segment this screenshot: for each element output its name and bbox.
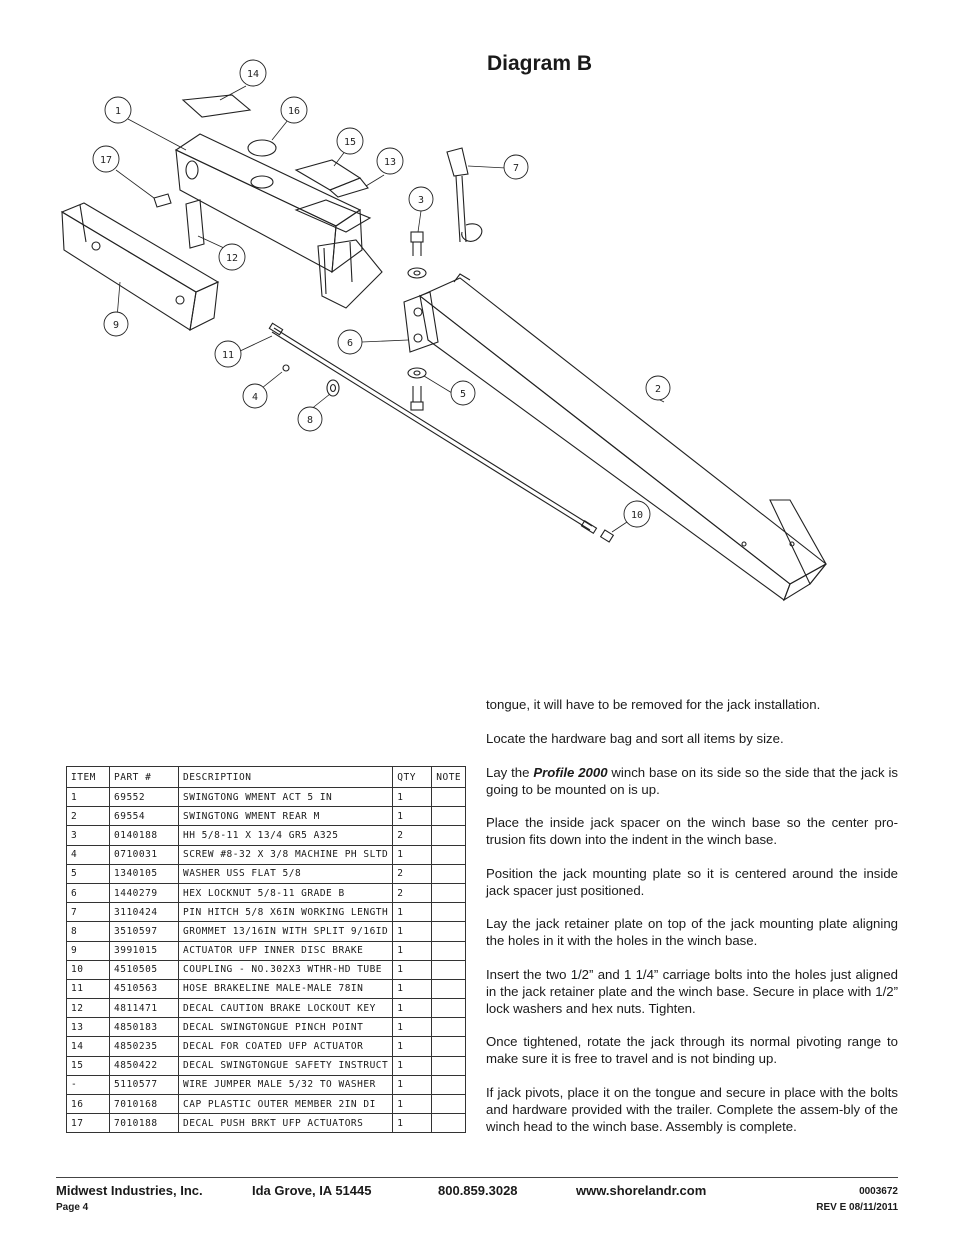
callout-3-label: 3 — [417, 195, 425, 206]
cell-description: GROMMET 13/16IN WITH SPLIT 9/16ID — [179, 922, 393, 941]
cell-item: 16 — [67, 1095, 110, 1114]
table-row — [67, 826, 466, 845]
cell-item: 17 — [67, 1114, 110, 1133]
cell-note — [432, 1075, 466, 1094]
cell-item: 3 — [67, 826, 110, 845]
table-row — [67, 864, 466, 883]
callout-13-label: 13 — [383, 157, 397, 168]
parts-table-header-row — [67, 767, 466, 788]
cell-description: WASHER USS FLAT 5/8 — [179, 864, 393, 883]
instruction-paragraph: Lay the jack retainer plate on top of the jack mounting plate aligning the holes in it with the holes in the winch base. — [486, 916, 898, 948]
callout-10-label: 10 — [630, 510, 644, 521]
cell-note — [432, 979, 466, 998]
header-part-number: PART # — [110, 767, 179, 788]
cell-qty: 1 — [393, 960, 432, 979]
cell-qty: 1 — [393, 941, 432, 960]
callout-14-label: 14 — [246, 69, 260, 80]
cell-note — [432, 1056, 466, 1075]
cell-part-number: 0710031 — [110, 845, 179, 864]
cell-qty: 1 — [393, 1075, 432, 1094]
table-row — [67, 903, 466, 922]
table-row — [67, 845, 466, 864]
product-name: Profile 2000 — [533, 764, 608, 780]
table-row — [67, 922, 466, 941]
cell-qty: 2 — [393, 864, 432, 883]
cell-note — [432, 1018, 466, 1037]
cell-note — [432, 788, 466, 807]
table-row — [67, 807, 466, 826]
header-item: ITEM — [67, 767, 110, 788]
cell-description: DECAL SWINGTONGUE SAFETY INSTRUCT — [179, 1056, 393, 1075]
table-row — [67, 1114, 466, 1133]
cell-qty: 2 — [393, 826, 432, 845]
cell-part-number: 4850422 — [110, 1056, 179, 1075]
parts-table-body — [67, 788, 466, 1133]
cell-description: DECAL SWINGTONGUE PINCH POINT — [179, 1018, 393, 1037]
cell-description: DECAL FOR COATED UFP ACTUATOR — [179, 1037, 393, 1056]
cell-qty: 1 — [393, 788, 432, 807]
cell-description: ACTUATOR UFP INNER DISC BRAKE — [179, 941, 393, 960]
brake-hose-11 — [269, 323, 596, 533]
footer-website[interactable]: www.shorelandr.com — [576, 1183, 707, 1198]
footer-city: Ida Grove, IA 51445 — [252, 1183, 372, 1198]
footer-company: Midwest Industries, Inc. — [56, 1183, 203, 1198]
cell-part-number: 7010188 — [110, 1114, 179, 1133]
cell-description: PIN HITCH 5/8 X6IN WORKING LENGTH — [179, 903, 393, 922]
footer-revision: REV E 08/11/2011 — [816, 1202, 898, 1213]
cell-part-number: 3991015 — [110, 941, 179, 960]
cell-description: WIRE JUMPER MALE 5/32 TO WASHER — [179, 1075, 393, 1094]
parts-list-table — [66, 766, 466, 1133]
callout-17-label: 17 — [99, 155, 113, 166]
grommet-8-shape — [327, 380, 339, 396]
callout-2-label: 2 — [654, 384, 662, 395]
screw-4-shape — [283, 365, 289, 371]
instruction-paragraph: If jack pivots, place it on the tongue and secure in place with the bolts and hardware provided with the trailer. Complete the assem-bly of the winch head to the winch base. Assembly is complete. — [486, 1084, 898, 1134]
assembly-instructions — [486, 696, 898, 1151]
cell-description: SWINGTONG WMENT ACT 5 IN — [179, 788, 393, 807]
cell-part-number: 1440279 — [110, 883, 179, 902]
cell-note — [432, 1114, 466, 1133]
cell-description: DECAL CAUTION BRAKE LOCKOUT KEY — [179, 999, 393, 1018]
cell-qty: 1 — [393, 845, 432, 864]
bolt-3 — [411, 232, 423, 256]
cell-item: 7 — [67, 903, 110, 922]
instruction-text: Lay the — [486, 764, 534, 780]
cell-item: - — [67, 1075, 110, 1094]
cell-item: 6 — [67, 883, 110, 902]
decal-14-shape — [183, 95, 250, 117]
footer-page-number: Page 4 — [56, 1202, 89, 1213]
decal-12-shape — [186, 200, 204, 248]
table-row — [67, 883, 466, 902]
cell-part-number: 3110424 — [110, 903, 179, 922]
callout-1-label: 1 — [114, 106, 122, 117]
cell-item: 2 — [67, 807, 110, 826]
cell-qty: 1 — [393, 1095, 432, 1114]
callout-12-label: 12 — [225, 253, 239, 264]
footer-divider — [56, 1177, 898, 1178]
diagram-title: Diagram B — [487, 52, 593, 75]
cell-part-number: 4811471 — [110, 999, 179, 1018]
callout-11-label: 11 — [221, 350, 235, 361]
header-qty: QTY — [393, 767, 432, 788]
cell-item: 4 — [67, 845, 110, 864]
cell-note — [432, 922, 466, 941]
table-row — [67, 1095, 466, 1114]
cell-part-number: 4850183 — [110, 1018, 179, 1037]
cell-part-number: 69554 — [110, 807, 179, 826]
washer-5-bottom — [408, 368, 426, 378]
cell-qty: 2 — [393, 883, 432, 902]
cell-description: SWINGTONG WMENT REAR M — [179, 807, 393, 826]
cell-item: 10 — [67, 960, 110, 979]
instruction-paragraph: Locate the hardware bag and sort all items by size. — [486, 731, 784, 746]
cell-qty: 1 — [393, 1018, 432, 1037]
cell-item: 8 — [67, 922, 110, 941]
cell-description: DECAL PUSH BRKT UFP ACTUATORS — [179, 1114, 393, 1133]
cell-part-number: 5110577 — [110, 1075, 179, 1094]
decal-17-shape — [154, 194, 171, 207]
table-row — [67, 1056, 466, 1075]
cell-description: HOSE BRAKELINE MALE-MALE 78IN — [179, 979, 393, 998]
callout-15-label: 15 — [343, 137, 357, 148]
cell-note — [432, 883, 466, 902]
cell-qty: 1 — [393, 922, 432, 941]
swingtongue-weldment-1 — [176, 134, 382, 308]
decal-13-shape — [330, 178, 368, 197]
callout-7-label: 7 — [512, 163, 520, 174]
header-note: NOTE — [432, 767, 466, 788]
instruction-text: winch base on its side so the side that the jack is going to be mounted on is up. — [486, 764, 898, 797]
cell-note — [432, 1037, 466, 1056]
cell-qty: 1 — [393, 903, 432, 922]
cell-item: 9 — [67, 941, 110, 960]
decal-15-shape — [296, 160, 360, 190]
table-row — [67, 788, 466, 807]
cell-part-number: 7010168 — [110, 1095, 179, 1114]
table-row — [67, 941, 466, 960]
cell-part-number: 3510597 — [110, 922, 179, 941]
table-row — [67, 979, 466, 998]
cell-qty: 1 — [393, 999, 432, 1018]
callout-16-label: 16 — [287, 106, 301, 117]
coupling-10-shape — [601, 530, 614, 542]
cell-description: HH 5/8-11 X 13/4 GR5 A325 — [179, 826, 393, 845]
instruction-paragraph: Once tightened, rotate the jack through its normal pivoting range to make sure it is free to travel and is not binding up. — [486, 1034, 898, 1066]
cell-note — [432, 826, 466, 845]
bolt-3-lower — [411, 386, 423, 410]
actuator-9 — [62, 203, 218, 330]
cell-part-number: 0140188 — [110, 826, 179, 845]
table-row — [67, 1075, 466, 1094]
callout-9-label: 9 — [112, 320, 120, 331]
table-row — [67, 1037, 466, 1056]
pin-hitch-7 — [447, 148, 482, 242]
cell-note — [432, 864, 466, 883]
table-row — [67, 960, 466, 979]
instruction-paragraph: Place the inside jack spacer on the winch base so the center pro-trusion fits down into the indent in the winch base. — [486, 815, 898, 847]
callout-8-label: 8 — [306, 415, 314, 426]
swingtongue-rear-2 — [404, 274, 826, 600]
cell-description: CAP PLASTIC OUTER MEMBER 2IN DI — [179, 1095, 393, 1114]
cell-qty: 1 — [393, 1037, 432, 1056]
cell-item: 12 — [67, 999, 110, 1018]
cell-note — [432, 845, 466, 864]
cell-item: 14 — [67, 1037, 110, 1056]
callout-4-label: 4 — [251, 392, 259, 403]
cell-qty: 1 — [393, 979, 432, 998]
cell-part-number: 1340105 — [110, 864, 179, 883]
instruction-paragraph: Position the jack mounting plate so it is centered around the inside jack spacer just positioned. — [486, 865, 898, 898]
cell-qty: 1 — [393, 807, 432, 826]
table-row — [67, 999, 466, 1018]
table-row — [67, 1018, 466, 1037]
cell-item: 5 — [67, 864, 110, 883]
cell-note — [432, 807, 466, 826]
cell-qty: 1 — [393, 1056, 432, 1075]
footer-phone: 800.859.3028 — [438, 1183, 518, 1198]
cell-note — [432, 960, 466, 979]
cell-note — [432, 941, 466, 960]
cell-item: 13 — [67, 1018, 110, 1037]
callout-6-label: 6 — [346, 338, 354, 349]
instruction-paragraph: tongue, it will have to be removed for the jack installation. — [486, 697, 821, 712]
cell-part-number: 4510505 — [110, 960, 179, 979]
cell-item: 1 — [67, 788, 110, 807]
cell-note — [432, 999, 466, 1018]
cell-note — [432, 903, 466, 922]
cell-description: SCREW #8-32 X 3/8 MACHINE PH SLTD — [179, 845, 393, 864]
footer-doc-number: 0003672 — [859, 1186, 898, 1197]
cell-description: HEX LOCKNUT 5/8-11 GRADE B — [179, 883, 393, 902]
cell-part-number: 69552 — [110, 788, 179, 807]
callout-5-label: 5 — [459, 389, 467, 400]
cell-part-number: 4510563 — [110, 979, 179, 998]
cell-part-number: 4850235 — [110, 1037, 179, 1056]
cell-qty: 1 — [393, 1114, 432, 1133]
cell-note — [432, 1095, 466, 1114]
cell-item: 11 — [67, 979, 110, 998]
header-description: DESCRIPTION — [179, 767, 393, 788]
instruction-paragraph — [486, 764, 898, 798]
cell-description: COUPLING - NO.302X3 WTHR-HD TUBE — [179, 960, 393, 979]
cap-16-shape — [248, 140, 276, 156]
washer-5-top — [408, 268, 426, 278]
instruction-paragraph: Insert the two 1/2” and 1 1/4” carriage bolts into the holes just aligned in the jack retainer plate and the winch base. Secure in place with 1/2” lock washers and hex nuts. Tighten. — [486, 966, 898, 1016]
cell-item: 15 — [67, 1056, 110, 1075]
